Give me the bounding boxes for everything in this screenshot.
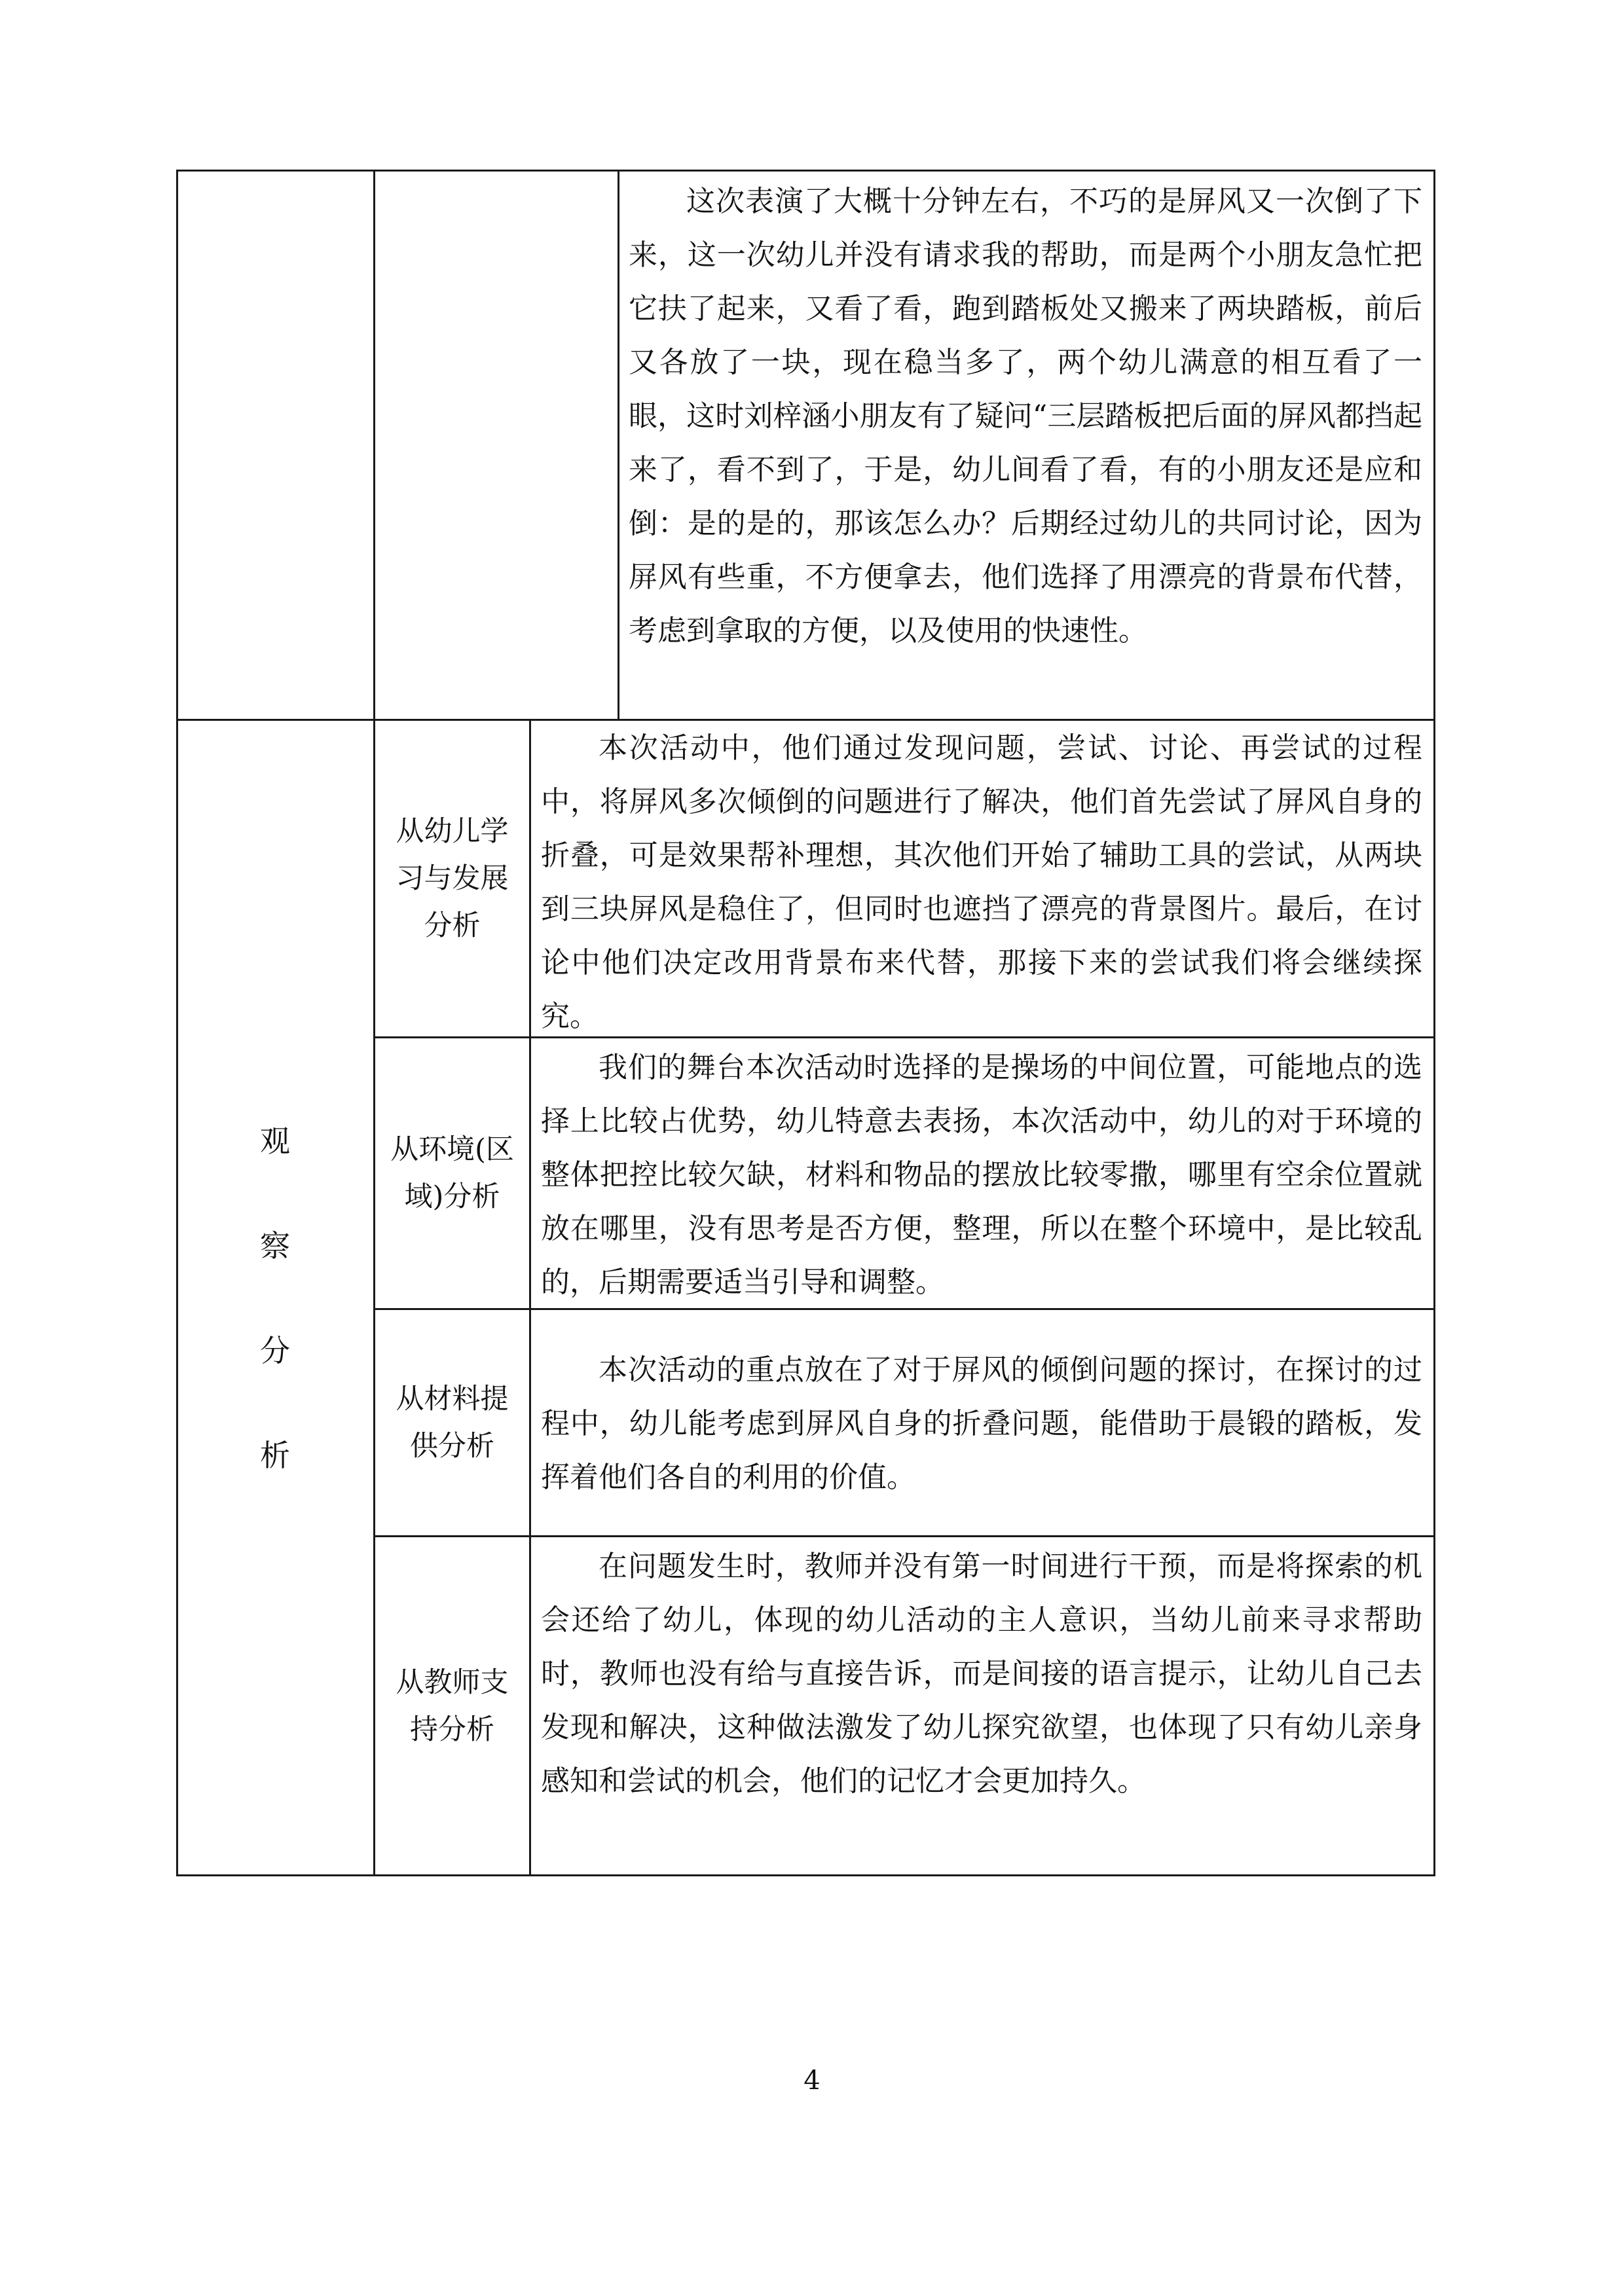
table-border-right <box>1433 170 1435 1876</box>
heading-char: 析 <box>260 1437 290 1473</box>
row-text-teacher-support: 在问题发生时，教师并没有第一时间进行干预，而是将探索的机会还给了幼儿，体现的幼儿活动的主人意识，当幼儿前来寻求帮助时，教师也没有给与直接告诉，而是间接的语言提示，让幼儿自己去发现和解决，这种做法激发了幼儿探究欲望，也体现了只有幼儿亲身感知和尝试的机会，他们的记忆才会更加持久。 <box>541 1550 1422 1798</box>
observation-analysis-heading <box>177 720 373 1876</box>
row-label-child-development <box>375 721 529 1036</box>
label-line: 域)分析 <box>404 1180 500 1213</box>
label-line: 习与发展 <box>396 862 509 895</box>
label-line: 从环境(区 <box>390 1133 514 1166</box>
label-line: 供分析 <box>410 1430 494 1463</box>
page-number: 4 <box>803 2066 821 2096</box>
heading-char: 分 <box>260 1332 290 1368</box>
table-border-top <box>177 170 1435 172</box>
row-text-child-development: 本次活动中，他们通过发现问题，尝试、讨论、再尝试的过程中，将屏风多次倾倒的问题进行了解决，他们首先尝试了屏风自身的折叠，可是效果帮补理想，其次他们开始了辅助工具的尝试，从两块到三块屏风是稳住了，但同时也遮挡了漂亮的背景图片。最后，在讨论中他们决定改用背景布来代替，那接下来的尝试我们将会继续探究。 <box>541 731 1422 1033</box>
column-divider-lower <box>529 719 531 1876</box>
heading-char: 察 <box>260 1228 290 1264</box>
heading-char: 观 <box>260 1123 290 1159</box>
label-line: 分析 <box>424 909 481 942</box>
row-text-environment: 我们的舞台本次活动时选择的是操场的中间位置，可能地点的选择上比较占优势，幼儿特意去表扬，本次活动中，幼儿的对于环境的整体把控比较欠缺，材料和物品的摆放比较零撒，哪里有空余位置就放在哪里，没有思考是否方便，整理，所以在整个环境中，是比较乱的，后期需要适当引导和调整。 <box>541 1051 1422 1299</box>
row-label-materials <box>375 1310 529 1535</box>
row-divider-3 <box>373 1535 1435 1537</box>
label-line: 从幼儿学 <box>396 815 509 848</box>
top-section-paragraph: 这次表演了大概十分钟左右，不巧的是屏风又一次倒了下来，这一次幼儿并没有请求我的帮助，而是两个小朋友急忙把它扶了起来，又看了看，跑到踏板处又搬来了两块踏板，前后又各放了一块，现在稳当多了，两个幼儿满意的相互看了一眼，这时刘梓涵小朋友有了疑问“三层踏板把后面的屏风都挡起来了，看不到了，于是，幼儿间看了看，有的小朋友还是应和倒：是的是的，那该怎么办？后期经过幼儿的共同讨论，因为屏风有些重，不方便拿去，他们选择了用漂亮的背景布代替，考虑到拿取的方便，以及使用的快速性。 <box>629 185 1422 647</box>
row-label-environment <box>375 1038 529 1308</box>
row-text-materials: 本次活动的重点放在了对于屏风的倾倒问题的探讨，在探讨的过程中，幼儿能考虑到屏风自身的折叠问题，能借助于晨锻的踏板，发挥着他们各自的利用的价值。 <box>541 1353 1422 1494</box>
row-label-teacher-support <box>375 1537 529 1874</box>
column-divider-top-upper <box>618 170 619 721</box>
label-line: 从教师支 <box>396 1666 509 1699</box>
label-line: 从材料提 <box>396 1383 509 1415</box>
label-line: 持分析 <box>410 1713 494 1746</box>
